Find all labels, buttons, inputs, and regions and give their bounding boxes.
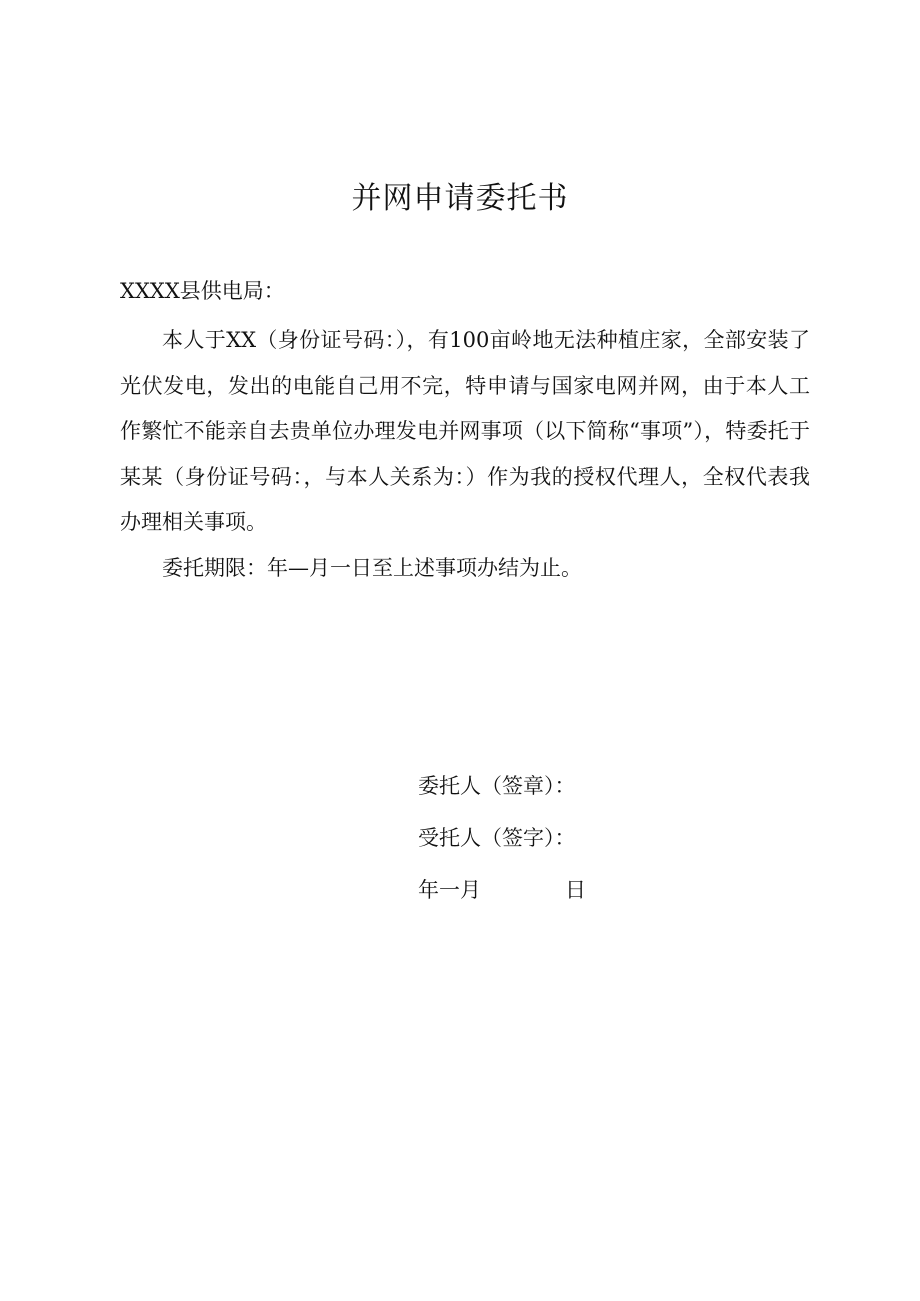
body-paragraph: 本人于XX（身份证号码：），有100亩岭地无法种植庄家，全部安装了光伏发电，发出的电能自己用不完，特申请与国家电网并网，由于本人工作繁忙不能亲自去贵单位办理发电并网事项（以下简称“事项”），特委托于某某（身份证号码：，与本人关系为：）作为我的授权代理人，全权代表我办理相关事项。: [120, 328, 810, 534]
signature-date-line: [418, 864, 618, 916]
document-body: [120, 318, 810, 591]
entrustment-period: 委托期限：年—月一日至上述事项办结为止。: [162, 555, 582, 580]
document-title: 并网申请委托书: [351, 181, 569, 216]
agent-signature-line: 受托人（签字）：: [418, 826, 576, 850]
salutation: XXXX县供电局：: [120, 279, 285, 303]
date-year-month: 年一月: [418, 878, 481, 902]
signature-block: [418, 760, 618, 916]
date-day: 日: [565, 878, 586, 902]
principal-signature-line: 委托人（签章）：: [418, 774, 576, 798]
